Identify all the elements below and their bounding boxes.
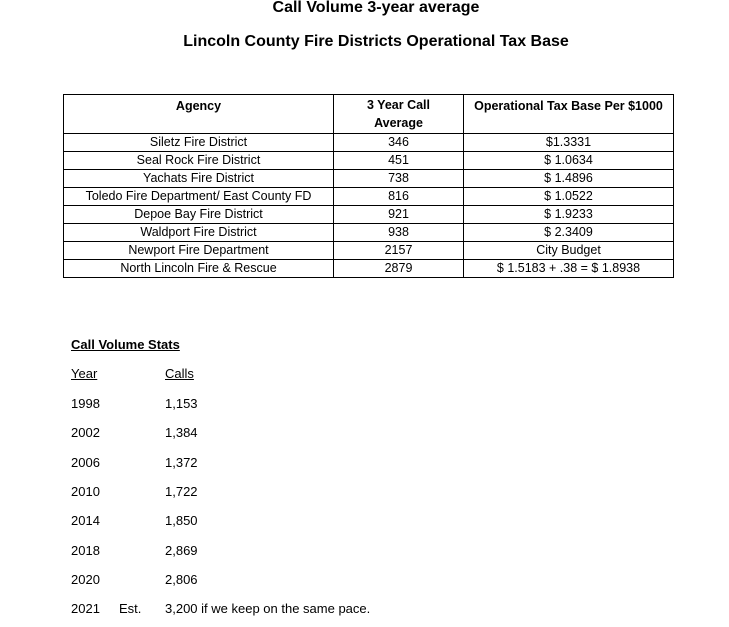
table-row: [64, 224, 674, 242]
table-row: [64, 134, 674, 152]
agency-cell: Depoe Bay Fire District: [64, 206, 334, 224]
table-row: [64, 152, 674, 170]
agency-cell: Yachats Fire District: [64, 170, 334, 188]
agency-table: [63, 94, 674, 278]
page-title: Call Volume 3-year average: [272, 0, 480, 16]
tax-base-cell: City Budget: [464, 242, 674, 260]
year-cell: 2018: [71, 542, 100, 558]
column-header-tax-base: Operational Tax Base Per $1000: [464, 95, 674, 134]
tax-base-cell: $ 1.9233: [464, 206, 674, 224]
calls-cell: 1,384: [165, 425, 198, 441]
agency-cell: Seal Rock Fire District: [64, 152, 334, 170]
agency-cell: Waldport Fire District: [64, 224, 334, 242]
table-row: [64, 206, 674, 224]
year-cell: 1998: [71, 396, 100, 411]
year-cell: 2006: [71, 454, 100, 470]
call-average-cell: 938: [334, 224, 464, 242]
agency-cell: Siletz Fire District: [64, 134, 334, 152]
table-row: [64, 242, 674, 260]
column-header-call-average-text: 3 Year Call Average: [366, 98, 430, 130]
year-cell: 2021: [71, 601, 100, 617]
tax-base-cell: $ 1.4896: [464, 170, 674, 188]
calls-cell: 3,200 if we keep on the same pace.: [165, 601, 371, 617]
call-average-cell: 2157: [334, 242, 464, 260]
tax-base-cell: $ 1.0522: [464, 188, 674, 206]
table-row: [64, 188, 674, 206]
tax-base-cell: $ 1.0634: [464, 152, 674, 170]
table-row: [64, 260, 674, 278]
calls-cell: 2,869: [165, 542, 198, 558]
call-average-cell: 346: [334, 134, 464, 152]
calls-cell: 1,372: [165, 454, 198, 470]
year-column-header: Year: [71, 366, 98, 381]
calls-cell: 1,153: [165, 396, 198, 411]
tax-base-cell: $ 2.3409: [464, 224, 674, 242]
call-average-cell: 451: [334, 152, 464, 170]
calls-cell: 1,722: [165, 483, 198, 499]
stats-title: Call Volume Stats: [71, 337, 180, 352]
agency-cell: North Lincoln Fire & Rescue: [64, 260, 334, 278]
table-row: [64, 170, 674, 188]
agency-cell: Toledo Fire Department/ East County FD: [64, 188, 334, 206]
table-header-row: [64, 95, 674, 134]
estimate-note: Est.: [119, 601, 142, 617]
calls-cell: 1,850: [165, 513, 198, 529]
call-average-cell: 921: [334, 206, 464, 224]
year-cell: 2014: [71, 513, 100, 529]
column-header-agency: Agency: [64, 95, 334, 134]
tax-base-cell: $ 1.5183 + .38 = $ 1.8938: [464, 260, 674, 278]
call-average-cell: 816: [334, 188, 464, 206]
year-cell: 2010: [71, 483, 100, 499]
calls-cell: 2,806: [165, 571, 198, 587]
tax-base-cell: $1.3331: [464, 134, 674, 152]
agency-cell: Newport Fire Department: [64, 242, 334, 260]
column-header-call-average: [334, 95, 464, 134]
call-average-cell: 738: [334, 170, 464, 188]
year-cell: 2002: [71, 425, 100, 441]
calls-column-header: Calls: [165, 366, 194, 381]
page-subtitle: Lincoln County Fire Districts Operational Tax Base: [183, 33, 569, 50]
year-cell: 2020: [71, 571, 100, 587]
call-average-cell: 2879: [334, 260, 464, 278]
